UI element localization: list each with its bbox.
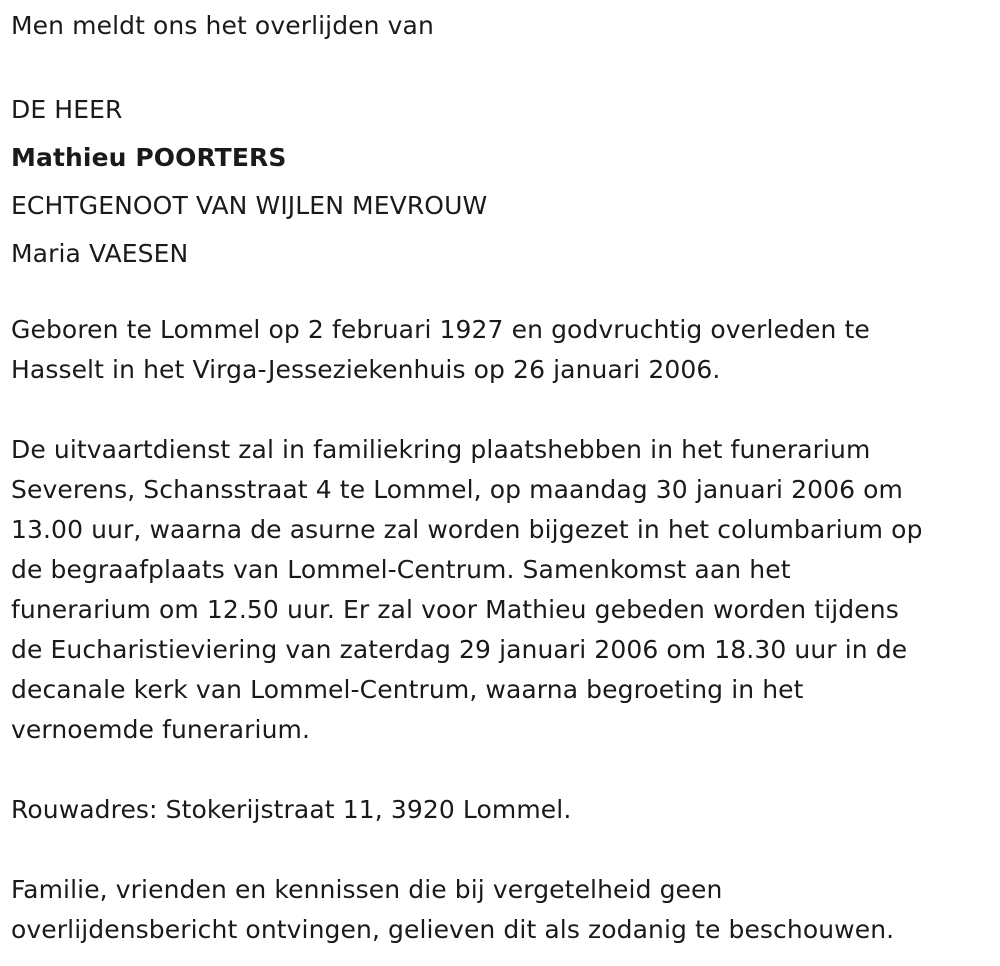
paragraph-line: De uitvaartdienst zal in familiekring plaatshebben in het funerarium [11, 435, 871, 464]
paragraph-line: decanale kerk van Lommel-Centrum, waarna begroeting in het [11, 675, 804, 704]
relation-line: ECHTGENOOT VAN WIJLEN MEVROUW [11, 191, 488, 220]
paragraph-line: vernoemde funerarium. [11, 715, 311, 744]
birth-death-paragraph [11, 310, 991, 390]
title-prefix: DE HEER [11, 95, 123, 124]
paragraph-line: Hasselt in het Virga-Jesseziekenhuis op 26 januari 2006. [11, 355, 721, 384]
paragraph-line: Familie, vrienden en kennissen die bij vergetelheid geen [11, 875, 723, 904]
paragraph-line: de Eucharistieviering van zaterdag 29 januari 2006 om 18.30 uur in de [11, 635, 908, 664]
spacer [11, 750, 991, 790]
paragraph-line: overlijdensbericht ontvingen, gelieven dit als zodanig te beschouwen. [11, 915, 895, 944]
spacer [11, 46, 991, 86]
intro-line: Men meldt ons het overlijden van [11, 11, 434, 40]
paragraph-line: de begraafplaats van Lommel-Centrum. Samenkomst aan het [11, 555, 791, 584]
deceased-block [11, 86, 991, 278]
paragraph-line: Geboren te Lommel op 2 februari 1927 en godvruchtig overleden te [11, 315, 870, 344]
spacer [11, 390, 991, 430]
paragraph-line: funerarium om 12.50 uur. Er zal voor Mathieu gebeden worden tijdens [11, 595, 899, 624]
obituary-notice [11, 6, 991, 950]
spacer [11, 278, 991, 310]
closing-paragraph [11, 870, 991, 950]
deceased-name: Mathieu POORTERS [11, 143, 287, 172]
paragraph-line: Severens, Schansstraat 4 te Lommel, op maandag 30 januari 2006 om [11, 475, 904, 504]
spouse-name: Maria VAESEN [11, 239, 189, 268]
funeral-paragraph [11, 430, 991, 750]
spacer [11, 830, 991, 870]
paragraph-line: 13.00 uur, waarna de asurne zal worden bijgezet in het columbarium op [11, 515, 923, 544]
mourning-address: Rouwadres: Stokerijstraat 11, 3920 Lommel. [11, 795, 572, 824]
